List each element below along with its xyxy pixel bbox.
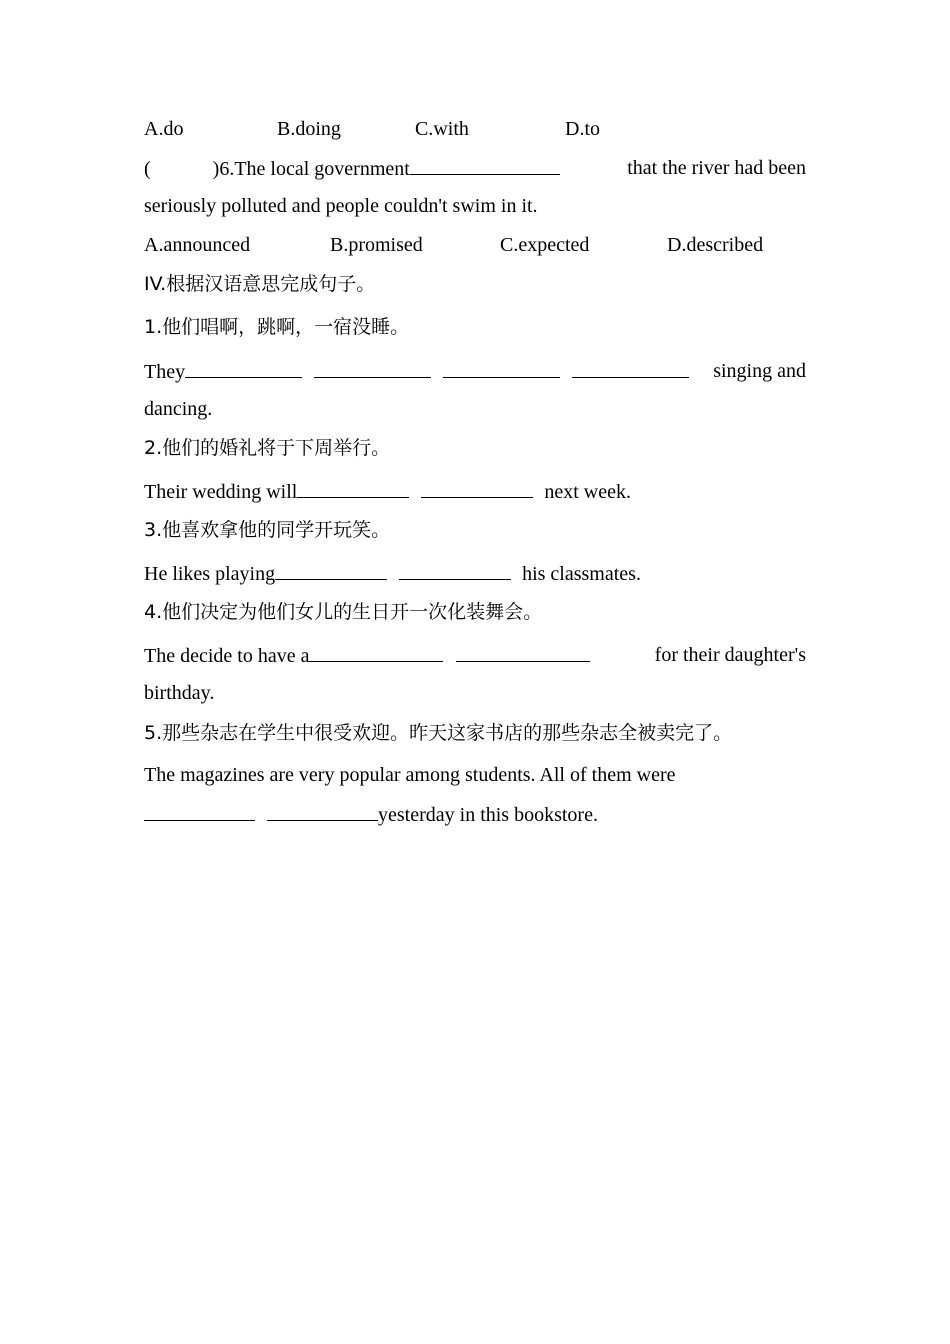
item5-blank-2[interactable] [267, 800, 378, 821]
q5-option-c: C.with [415, 118, 469, 140]
item4-start: The decide to have a [144, 645, 310, 667]
item4-english-line1 [144, 641, 806, 670]
item2-blank-1[interactable] [297, 477, 409, 498]
item2-blank-2[interactable] [421, 477, 533, 498]
q6-option-d: D.described [667, 234, 764, 256]
q5-option-d: D.to [565, 118, 600, 140]
item1-blank-3[interactable] [443, 357, 560, 378]
q6-paren-open: ( [144, 158, 151, 180]
item5-chinese: 5.那些杂志在学生中很受欢迎。昨天这家书店的那些杂志全被卖完了。 [144, 722, 733, 744]
item5-blank-1[interactable] [144, 800, 255, 821]
item3-end: his classmates. [522, 563, 641, 585]
item3-blank-2[interactable] [399, 559, 511, 580]
q6-option-a: A.announced [144, 234, 251, 256]
q5-option-b: B.doing [277, 118, 341, 140]
q6-answer-blank[interactable] [410, 154, 560, 175]
item2-chinese: 2.他们的婚礼将于下周举行。 [144, 437, 391, 459]
item1-blank-4[interactable] [572, 357, 689, 378]
item3-start: He likes playing [144, 563, 276, 585]
q5-options [144, 115, 806, 143]
q6-stem-start: )6.The local government [212, 158, 410, 180]
q6-option-c: C.expected [500, 234, 590, 256]
item5-english-line1: The magazines are very popular among students. All of them were [144, 764, 676, 786]
item2-start: Their wedding will [144, 481, 298, 503]
item4-blank-2[interactable] [456, 641, 590, 662]
item2-english [144, 477, 631, 506]
item4-chinese: 4.他们决定为他们女儿的生日开一次化装舞会。 [144, 601, 543, 623]
item3-blank-1[interactable] [275, 559, 387, 580]
q6-stem-line2: seriously polluted and people couldn't swim in it. [144, 195, 538, 217]
q6-option-b: B.promised [330, 234, 423, 256]
item1-end: singing and [713, 360, 806, 382]
item1-english-line1 [144, 357, 806, 386]
item1-blank-2[interactable] [314, 357, 431, 378]
item1-blank-1[interactable] [185, 357, 302, 378]
item1-english-line2: dancing. [144, 398, 213, 420]
item4-end: for their daughter's [654, 644, 806, 666]
q6-options [144, 231, 806, 259]
q6-stem-end: that the river had been [627, 157, 806, 179]
section4-heading: IV.根据汉语意思完成句子。 [144, 273, 376, 295]
q6-stem-line1 [144, 154, 806, 183]
item5-end: yesterday in this bookstore. [378, 804, 598, 826]
item3-english [144, 559, 641, 588]
item1-start: They [144, 361, 186, 383]
item4-blank-1[interactable] [309, 641, 443, 662]
item1-chinese: 1.他们唱啊，跳啊，一宿没睡。 [144, 316, 410, 338]
item5-english-line2 [144, 800, 598, 829]
item3-chinese: 3.他喜欢拿他的同学开玩笑。 [144, 519, 391, 541]
q5-option-a: A.do [144, 118, 184, 140]
item4-english-line2: birthday. [144, 682, 215, 704]
item2-end: next week. [544, 481, 631, 503]
